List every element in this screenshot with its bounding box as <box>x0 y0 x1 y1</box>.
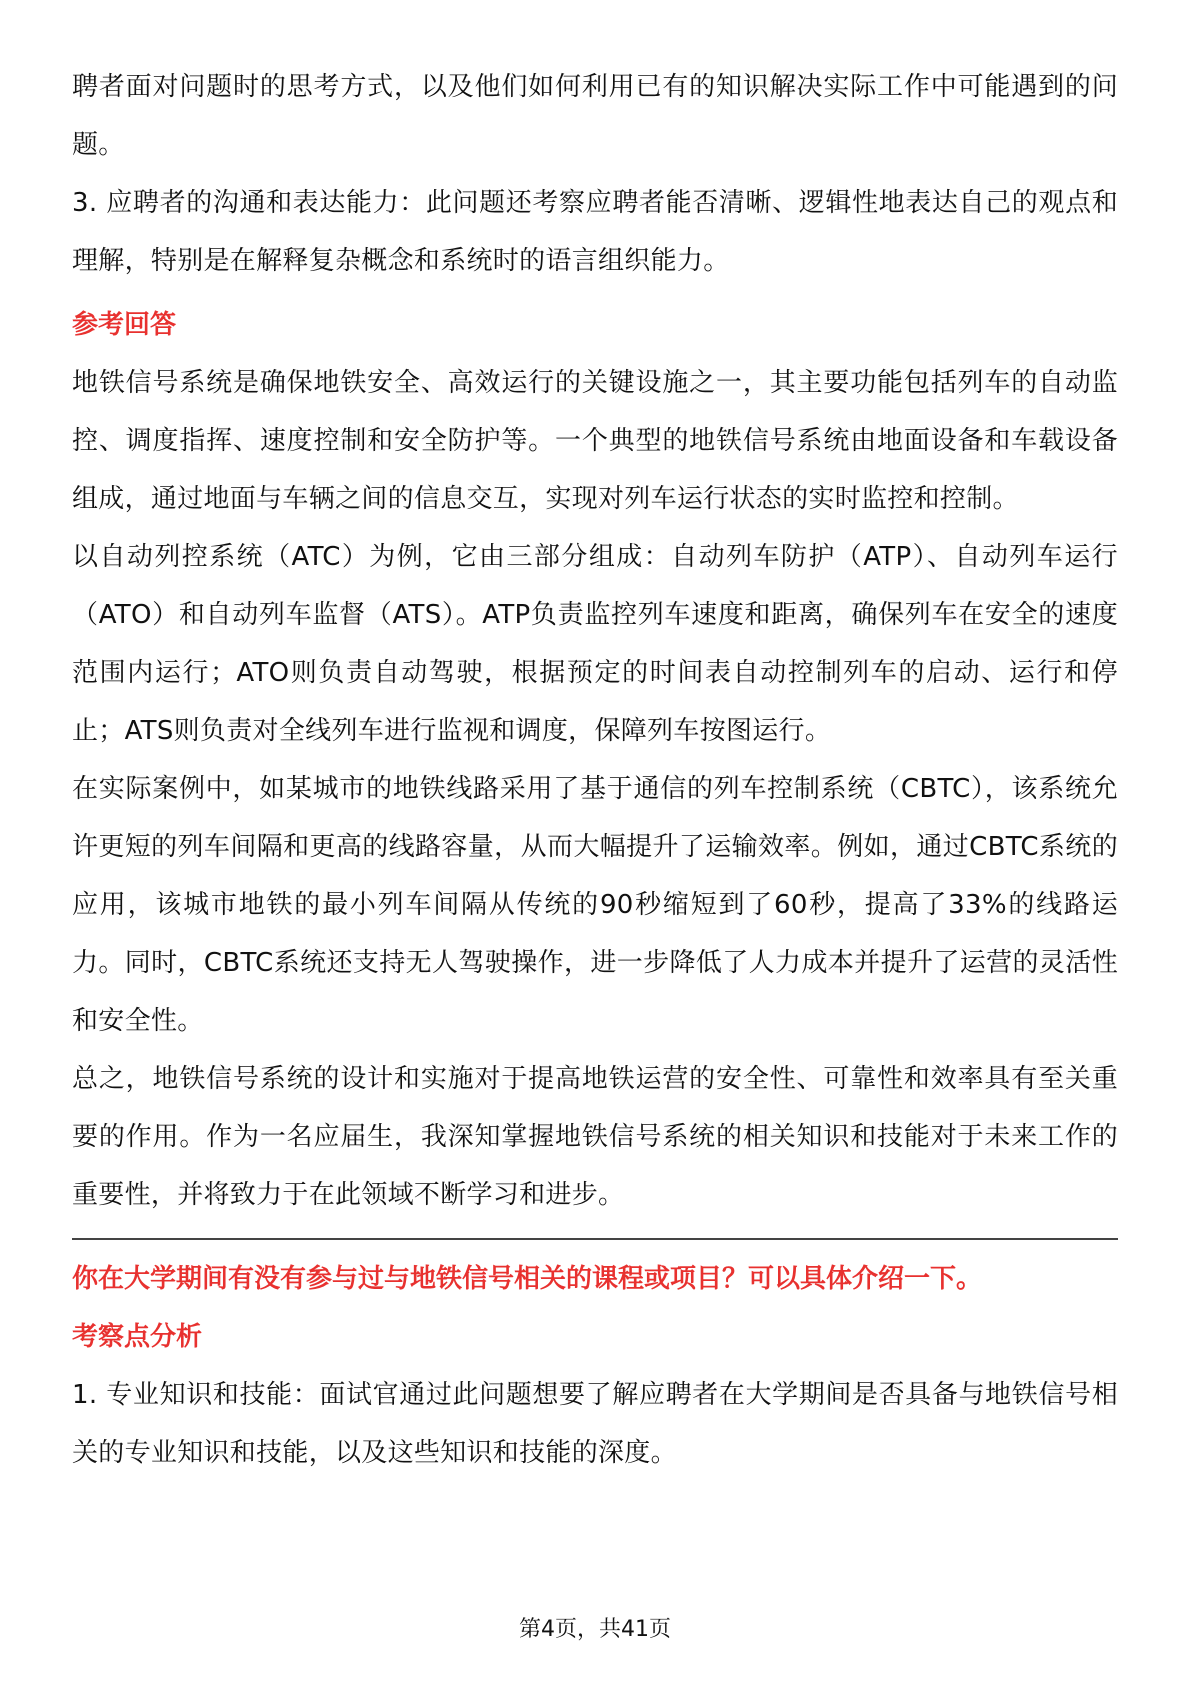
answer-heading: 参考回答 <box>72 310 177 340</box>
page-number-footer: 第4页，共41页 <box>519 1617 671 1642</box>
answer-paragraph-2: 以自动列控系统（ATC）为例，它由三部分组成：自动列车防护（ATP）、自动列车运行（ATO）和自动列车监督（ATS）。ATP负责监控列车速度和距离，确保列车在安全的速度范围内运行；ATO则负责自动驾驶，根据预定的时间表自动控制列车的启动、运行和停止；ATS则负责对全线列车进行监视和调度，保障列车按图运行。 <box>72 542 1118 746</box>
section-divider <box>72 1238 1118 1240</box>
question-heading: 你在大学期间有没有参与过与地铁信号相关的课程或项目？可以具体介绍一下。 <box>72 1264 983 1294</box>
intro-paragraph-1: 聘者面对问题时的思考方式，以及他们如何利用已有的知识解决实际工作中可能遇到的问题。 <box>72 72 1118 160</box>
analysis-heading: 考察点分析 <box>72 1322 203 1352</box>
answer-paragraph-1: 地铁信号系统是确保地铁安全、高效运行的关键设施之一，其主要功能包括列车的自动监控、调度指挥、速度控制和安全防护等。一个典型的地铁信号系统由地面设备和车载设备组成，通过地面与车辆之间的信息交互，实现对列车运行状态的实时监控和控制。 <box>72 368 1118 514</box>
analysis-paragraph-1: 1. 专业知识和技能：面试官通过此问题想要了解应聘者在大学期间是否具备与地铁信号相关的专业知识和技能，以及这些知识和技能的深度。 <box>72 1380 1118 1468</box>
document-page <box>72 58 1118 1482</box>
answer-paragraph-4: 总之，地铁信号系统的设计和实施对于提高地铁运营的安全性、可靠性和效率具有至关重要的作用。作为一名应届生，我深知掌握地铁信号系统的相关知识和技能对于未来工作的重要性，并将致力于在此领域不断学习和进步。 <box>72 1064 1118 1210</box>
answer-paragraph-3: 在实际案例中，如某城市的地铁线路采用了基于通信的列车控制系统（CBTC），该系统允许更短的列车间隔和更高的线路容量，从而大幅提升了运输效率。例如，通过CBTC系统的应用，该城市地铁的最小列车间隔从传统的90秒缩短到了60秒，提高了33%的线路运力。同时，CBTC系统还支持无人驾驶操作，进一步降低了人力成本并提升了运营的灵活性和安全性。 <box>72 774 1118 1036</box>
intro-paragraph-2: 3. 应聘者的沟通和表达能力：此问题还考察应聘者能否清晰、逻辑性地表达自己的观点和理解，特别是在解释复杂概念和系统时的语言组织能力。 <box>72 188 1118 276</box>
